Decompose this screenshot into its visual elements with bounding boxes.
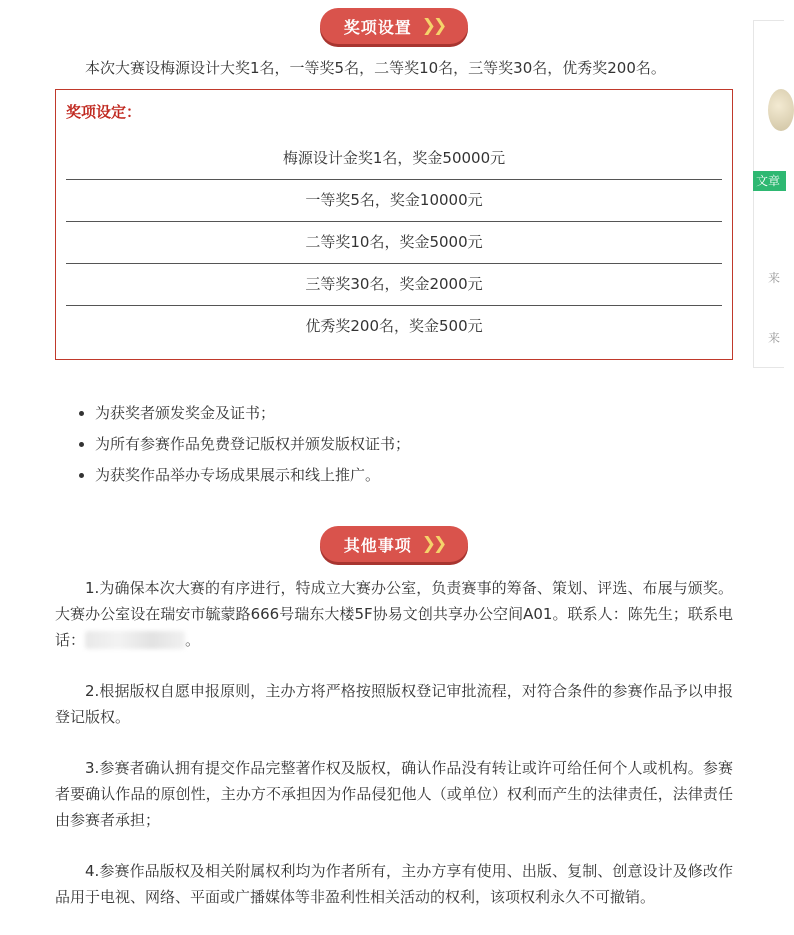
awards-header [55,0,733,48]
prize-list [66,138,722,347]
other-header [55,518,733,570]
paragraph-ownership: 3.参赛者确认拥有提交作品完整著作权及版权，确认作品没有转让或许可给任何个人或机构。参赛者要确认作品的原创性，主办方不承担因为作品侵犯他人（或单位）权利而产生的法律责任，法律责任由参赛者承担； [55,759,733,829]
list-item: • 为获奖作品举办专场成果展示和线上推广。 [95,460,733,491]
other-section-title: 其他事项 [343,535,412,555]
redacted-phone [85,631,185,649]
prize-row: 优秀奖200名，奖金500元 [305,317,483,335]
paragraph-office-end: 。 [185,631,201,649]
prize-box [55,89,733,360]
paragraph-office-text: 1.为确保本次大赛的有序进行，特成立大赛办公室，负责赛事的筹备、策划、评选、布展与颁奖。大赛办公室设在瑞安市毓蒙路666号瑞东大楼5F协易文创共享办公空间A01。联系人：陈先生；联系电话： [55,579,733,649]
prize-row: 二等奖10名，奖金5000元 [66,222,722,264]
benefits-list [55,398,733,491]
avatar[interactable] [768,89,794,131]
article-content [55,0,733,935]
prize-row: 一等奖5名，奖金10000元 [66,180,722,222]
paragraph-usage-rights: 4.参赛作品版权及相关附属权利均为作者所有，主办方享有使用、出版、复制、创意设计及修改作品用于电视、网络、平面或广播媒体等非盈利性相关活动的权利，该项权利永久不可撤销。 [55,862,733,906]
prize-row: 三等奖30名，奖金2000元 [66,264,722,306]
prize-box-title: 奖项设定： [66,103,142,121]
paragraph-office [55,575,733,653]
awards-intro: 本次大赛设梅源设计大奖1名，一等奖5名，二等奖10名，三等奖30名，优秀奖200名。 [85,59,666,77]
other-section-badge [320,526,468,562]
double-chevron-right-icon: ❯❯ [421,534,445,554]
double-chevron-right-icon: ❯❯ [421,16,445,36]
awards-section-badge [320,8,468,44]
article-tag[interactable]: 文章 [753,171,786,191]
prize-row: 梅源设计金奖1名，奖金50000元 [66,138,722,180]
sidebar-snippet[interactable]: 来 [768,331,781,345]
sidebar-panel [753,20,784,368]
list-item: • 为所有参赛作品免费登记版权并颁发版权证书； [95,429,733,460]
awards-section-title: 奖项设置 [343,17,412,37]
list-item: • 为获奖者颁发奖金及证书； [95,398,733,429]
sidebar-snippet[interactable]: 来 [768,271,781,285]
paragraph-copyright-registration: 2.根据版权自愿申报原则，主办方将严格按照版权登记审批流程，对符合条件的参赛作品予以申报登记版权。 [55,682,733,726]
